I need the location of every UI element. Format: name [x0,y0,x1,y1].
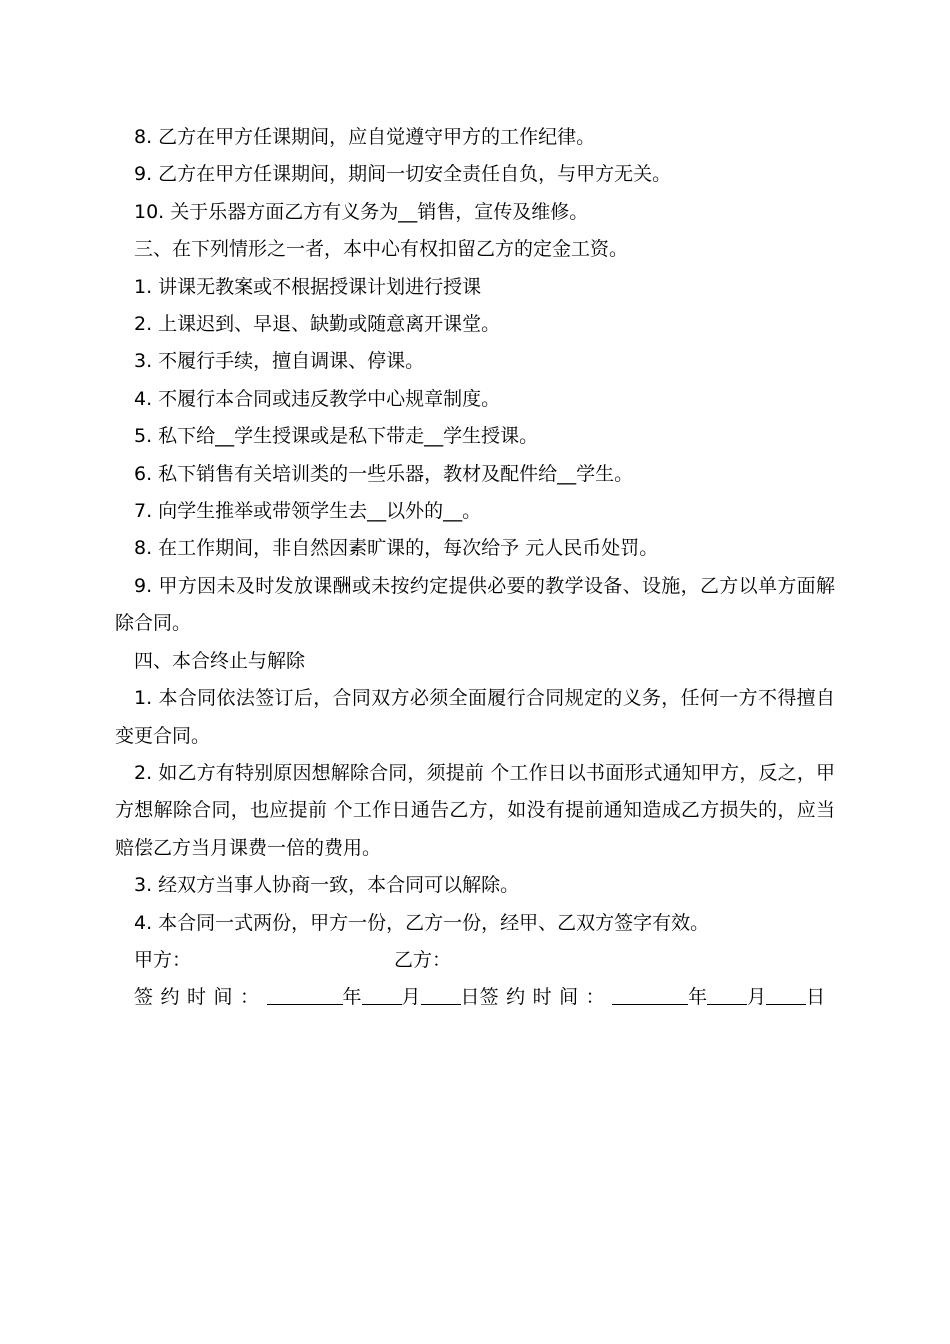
section-3-item-8: 8. 在工作期间，非自然因素旷课的，每次给予 元人民币处罚。 [134,537,659,560]
clause-9: 9. 乙方在甲方任课期间，期间一切安全责任自负，与甲方无关。 [134,163,672,186]
sign-date-row [134,979,834,1016]
party-a-year-blank[interactable] [267,982,343,1005]
section-4-heading: 四、本合终止与解除 [134,649,306,672]
section-4-item-2: 2. 如乙方有特别原因想解除合同，须提前 个工作日以书面形式通知甲方，反之，甲方想解除合同，也应提前 个工作日通告乙方，如没有提前通知造成乙方损失的，应当赔偿乙方当月课费一倍的费用。 [115,761,835,859]
party-a-sign-time-label: 签约时间： [134,986,267,1009]
clause-10: 10. 关于乐器方面乙方有义务为__销售，宣传及维修。 [134,200,589,223]
party-b-month-blank[interactable] [707,982,747,1005]
section-4-item-4: 4. 本合同一式两份，甲方一份，乙方一份，经甲、乙双方签字有效。 [134,911,710,934]
party-a-day-label: 日 [460,986,480,1009]
section-3-item-2: 2. 上课迟到、早退、缺勤或随意离开课堂。 [134,313,501,336]
section-3-item-9: 9. 甲方因未及时发放课酬或未按约定提供必要的教学设备、设施，乙方以单方面解除合同。 [115,574,835,635]
contract-body [115,119,835,942]
section-3-heading: 三、在下列情形之一者，本中心有权扣留乙方的定金工资。 [134,238,629,261]
party-b-year-blank[interactable] [612,982,688,1005]
section-4-item-3: 3. 经双方当事人协商一致，本合同可以解除。 [134,874,520,897]
party-a-day-blank[interactable] [421,982,461,1005]
section-4-item-1: 1. 本合同依法签订后，合同双方必须全面履行合同规定的义务，任何一方不得擅自变更合同。 [115,687,835,747]
party-a-label: 甲方： [134,949,192,971]
party-a-year-label: 年 [342,986,362,1009]
party-row [134,942,834,979]
party-b-label: 乙方： [394,949,452,971]
signature-block [134,942,834,1017]
clause-8: 8. 乙方在甲方任课期间，应自觉遵守甲方的工作纪律。 [134,126,596,148]
party-b-day-label: 日 [806,986,826,1009]
party-a-month-blank[interactable] [362,982,402,1005]
section-3-item-1: 1. 讲课无教案或不根据授课计划进行授课 [134,275,482,298]
party-b-year-label: 年 [688,986,708,1009]
section-3-item-7: 7. 向学生推举或带领学生去__以外的__。 [134,500,482,523]
party-b-day-blank[interactable] [766,982,806,1005]
section-3-item-4: 4. 不履行本合同或违反教学中心规章制度。 [134,387,501,410]
party-b-sign-time-label: 签约时间： [479,986,613,1009]
section-3-item-6: 6. 私下销售有关培训类的一些乐器，教材及配件给__学生。 [134,462,634,485]
party-a-month-label: 月 [401,986,421,1009]
section-3-item-5: 5. 私下给__学生授课或是私下带走__学生授课。 [134,425,539,448]
party-b-month-label: 月 [747,986,767,1009]
section-3-item-3: 3. 不履行手续，擅自调课、停课。 [134,350,425,373]
